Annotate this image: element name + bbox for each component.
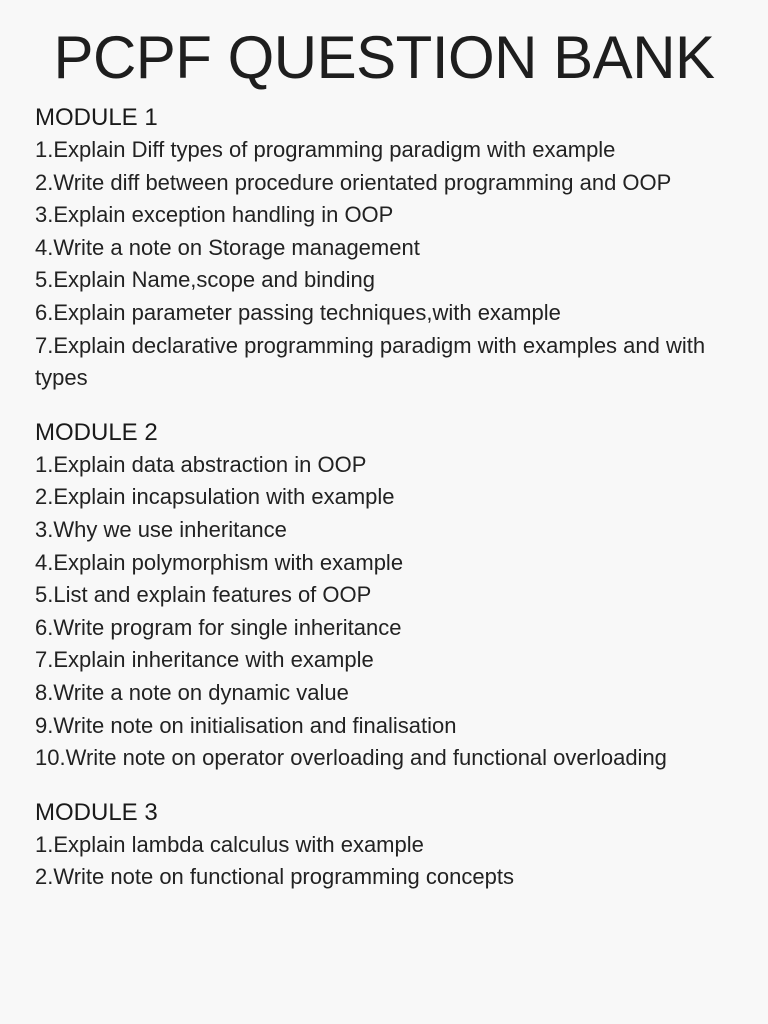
page-title: PCPF QUESTION BANK bbox=[53, 24, 715, 91]
question-item: 4.Explain polymorphism with example bbox=[35, 549, 404, 575]
module-heading: MODULE 2 bbox=[35, 418, 158, 446]
question-item: 5.List and explain features of OOP bbox=[35, 582, 372, 608]
question-item: 2.Write diff between procedure orientated programming and OOP bbox=[35, 169, 672, 195]
question-item: 10.Write note on operator overloading and functional overloading bbox=[35, 745, 667, 771]
question-item: 3.Explain exception handling in OOP bbox=[35, 202, 394, 228]
question-item: 1.Explain data abstraction in OOP bbox=[35, 451, 367, 477]
question-item: 8.Write a note on dynamic value bbox=[35, 679, 349, 705]
question-item: 5.Explain Name,scope and binding bbox=[35, 267, 376, 293]
module-1-section bbox=[35, 102, 735, 395]
question-list bbox=[35, 102, 735, 916]
question-item: 1.Explain lambda calculus with example bbox=[35, 831, 424, 857]
question-item: 1.Explain Diff types of programming paradigm with example bbox=[35, 137, 616, 162]
question-item: 2.Write note on functional programming concepts bbox=[35, 864, 514, 890]
question-item: 7.Explain declarative programming paradigm with examples and with types bbox=[35, 332, 706, 391]
module-2-section bbox=[35, 417, 735, 775]
question-item: 9.Write note on initialisation and finalisation bbox=[35, 712, 457, 738]
module-3-section bbox=[35, 797, 735, 894]
question-item: 3.Why we use inheritance bbox=[35, 516, 287, 542]
question-item: 4.Write a note on Storage management bbox=[35, 234, 420, 260]
question-item: 6.Explain parameter passing techniques,with example bbox=[35, 299, 561, 325]
question-item: 7.Explain inheritance with example bbox=[35, 647, 374, 673]
question-item: 2.Explain incapsulation with example bbox=[35, 484, 395, 510]
module-heading: MODULE 3 bbox=[35, 798, 158, 826]
question-item: 6.Write program for single inheritance bbox=[35, 614, 402, 640]
module-heading: MODULE 1 bbox=[35, 104, 158, 131]
